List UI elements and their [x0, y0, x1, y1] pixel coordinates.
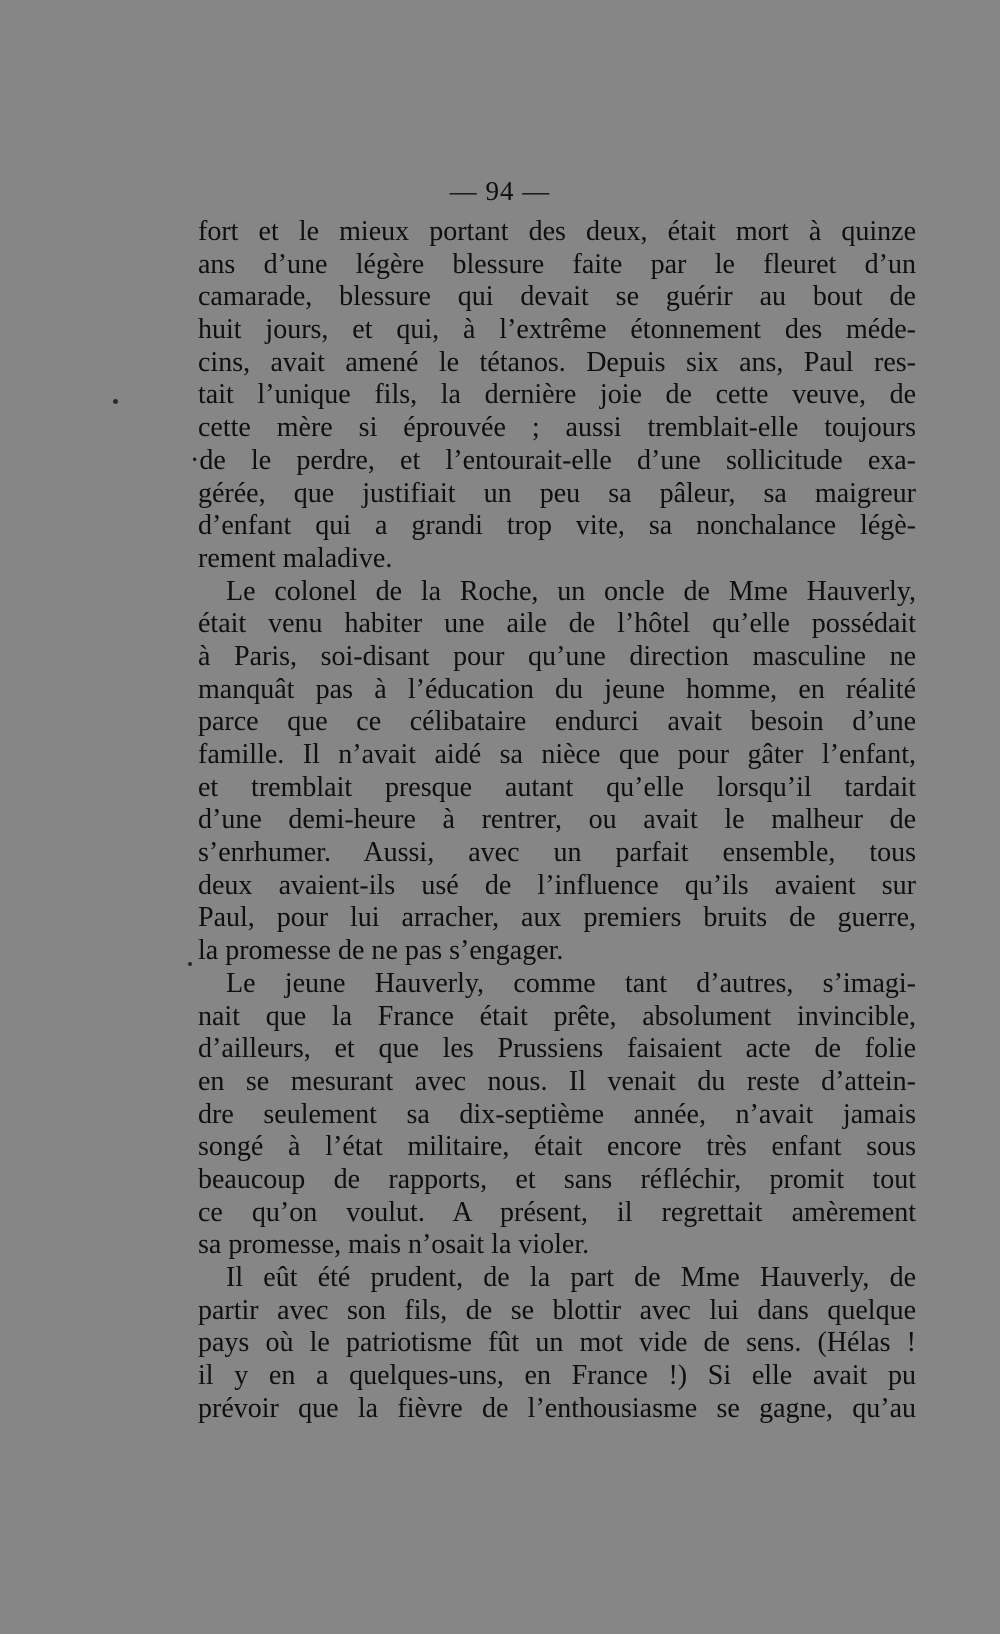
text-line: la promesse de ne pas s’engager. [198, 935, 564, 967]
text-line: d’enfant qui a grandi trop vite, sa nonchalance légè- [198, 510, 916, 542]
text-line: Le colonel de la Roche, un oncle de Mme Hauverly, [226, 575, 916, 607]
text-line: fort et le mieux portant des deux, était mort à quinze [198, 216, 916, 247]
text-line: ·de le perdre, et l’entourait-elle d’une sollicitude exa- [190, 444, 916, 476]
text-line: tait l’unique fils, la dernière joie de cette veuve, de [198, 379, 916, 411]
page-number: — 94 — [449, 176, 551, 206]
text-line: partir avec son fils, de se blottir avec lui dans quelque [198, 1294, 916, 1326]
text-line: en se mesurant avec nous. Il venait du reste d’attein- [198, 1065, 916, 1097]
text-line: camarade, blessure qui devait se guérir au bout de [198, 281, 916, 313]
text-line: à Paris, soi-disant pour qu’une direction masculine ne [198, 640, 916, 672]
ink-speck [113, 399, 118, 404]
text-line: nait que la France était prête, absolument invincible, [198, 1000, 916, 1032]
text-line: famille. Il n’avait aidé sa nièce que pour gâter l’enfant, [198, 739, 916, 770]
text-line: cins, avait amené le tétanos. Depuis six ans, Paul res- [198, 346, 916, 378]
text-line: huit jours, et qui, à l’extrême étonnement des méde- [198, 314, 916, 346]
text-line: manquât pas à l’éducation du jeune homme, en réalité [198, 673, 916, 705]
text-line: ans d’une légère blessure faite par le fleuret d’un [198, 248, 916, 280]
text-line: beaucoup de rapports, et sans réfléchir, promit tout [198, 1163, 916, 1195]
text-line: dre seulement sa dix-septième année, n’avait jamais [198, 1098, 916, 1130]
text-line: Le jeune Hauverly, comme tant d’autres, s’imagi- [226, 967, 916, 999]
text-line: rement maladive. [198, 542, 393, 574]
text-line: Il eût été prudent, de la part de Mme Hauverly, de [226, 1262, 916, 1293]
body-text [190, 216, 916, 1425]
text-line: était venu habiter une aile de l’hôtel qu’elle possédait [198, 608, 916, 640]
text-line: pays où le patriotisme fût un mot vide de sens. (Hélas ! [198, 1327, 916, 1359]
text-line: et tremblait presque autant qu’elle lorsqu’il tardait [198, 771, 916, 803]
text-line: il y en a quelques-uns, en France !) Si elle avait pu [198, 1360, 916, 1392]
text-line: d’une demi-heure à rentrer, ou avait le malheur de [198, 804, 916, 836]
text-line: parce que ce célibataire endurci avait besoin d’une [198, 706, 916, 738]
text-line: Paul, pour lui arracher, aux premiers bruits de guerre, [198, 902, 916, 934]
text-line: sa promesse, mais n’osait la violer. [198, 1229, 590, 1261]
text-line: ce qu’on voulut. A présent, il regrettait amèrement [198, 1196, 916, 1228]
text-line: s’enrhumer. Aussi, avec un parfait ensemble, tous [198, 837, 916, 869]
ink-speck [188, 962, 192, 966]
text-line: prévoir que la fièvre de l’enthousiasme se gagne, qu’au [198, 1392, 916, 1424]
text-line: songé à l’état militaire, était encore très enfant sous [198, 1131, 916, 1163]
text-line: cette mère si éprouvée ; aussi tremblait-elle toujours [198, 412, 916, 444]
text-line: d’ailleurs, et que les Prussiens faisaient acte de folie [198, 1033, 916, 1065]
text-line: deux avaient-ils usé de l’influence qu’ils avaient sur [198, 869, 916, 901]
text-line: gérée, que justifiait un peu sa pâleur, sa maigreur [198, 477, 916, 509]
